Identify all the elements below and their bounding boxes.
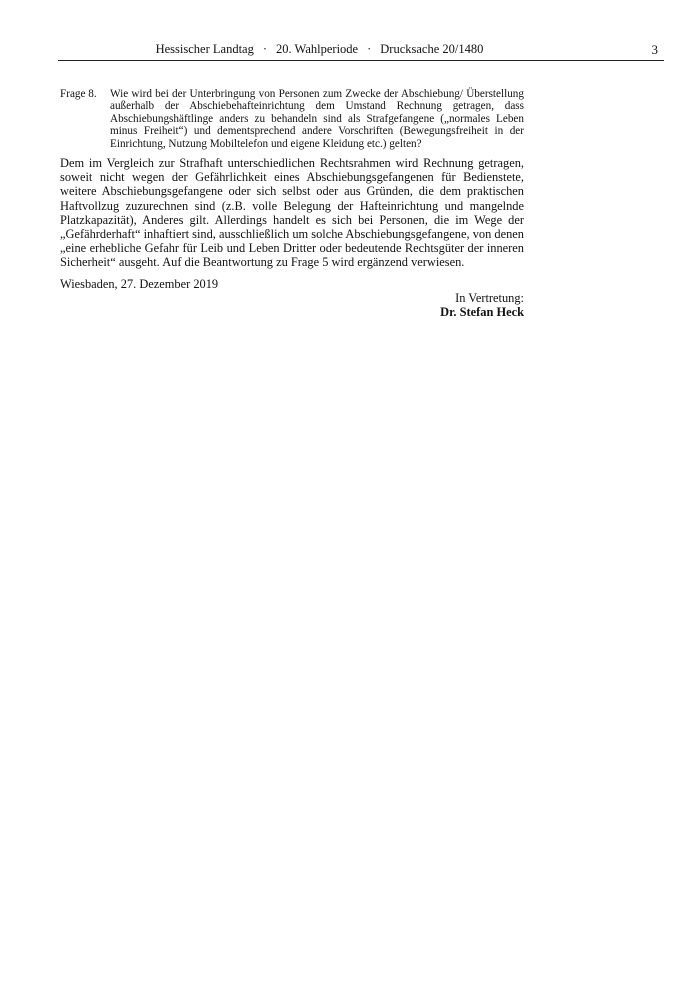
representation-line: In Vertretung: bbox=[455, 291, 524, 305]
page-header bbox=[58, 40, 664, 60]
header-title bbox=[58, 42, 581, 57]
question-block bbox=[60, 88, 524, 150]
header-document-number: Drucksache 20/1480 bbox=[380, 42, 484, 56]
signer-name: Dr. Stefan Heck bbox=[440, 305, 524, 319]
header-separator: · bbox=[367, 42, 372, 56]
header-parliament: Hessischer Landtag bbox=[155, 42, 254, 56]
header-period: 20. Wahlperiode bbox=[276, 42, 359, 56]
header-separator: · bbox=[262, 42, 268, 56]
place-date: Wiesbaden, 27. Dezember 2019 bbox=[60, 277, 219, 291]
header-divider bbox=[58, 60, 664, 61]
question-text: Wie wird bei der Unterbringung von Personen zum Zwecke der Abschiebung/ Überstellung außerhalb der Abschiebehafteinrichtung dem Umstand Rechnung getragen, dass Abschiebungshäftlinge anders zu behandeln sind als Strafgefangene („normales Leben minus Freiheit“) und dementsprechend andere Vorschriften (Bewegungsfreiheit in der Einrichtung, Nutzung Mobiltelefon und eigene Kleidung etc.) gelten? bbox=[110, 88, 524, 150]
page-number: 3 bbox=[651, 42, 658, 57]
answer-paragraph: Dem im Vergleich zur Strafhaft unterschiedlichen Rechtsrahmen wird Rechnung getragen, soweit nicht wegen der Gefährlichkeit eines Abschiebungsgefangenen für Bedienstete, weitere Abschiebungsgefangene oder sich selbst oder aus Gründen, die dem praktischen Haftvollzug zuzurechnen sind (z.B. volle Belegung der Hafteinrichtung und mangelnde Platzkapazität), Anderes gilt. Allerdings handelt es sich bei Personen, die im Wege der „Gefährderhaft“ inhaftiert sind, ausschließlich um solche Abschiebungsgefangene, von denen „eine erhebliche Gefahr für Leib und Leben Dritter oder bedeutende Rechtsgüter der inneren Sicherheit“ ausgeht. Auf die Beantwortung zu Frage 5 wird ergänzend verwiesen. bbox=[60, 156, 524, 270]
question-label: Frage 8. bbox=[60, 88, 97, 100]
signature-block bbox=[300, 291, 524, 319]
